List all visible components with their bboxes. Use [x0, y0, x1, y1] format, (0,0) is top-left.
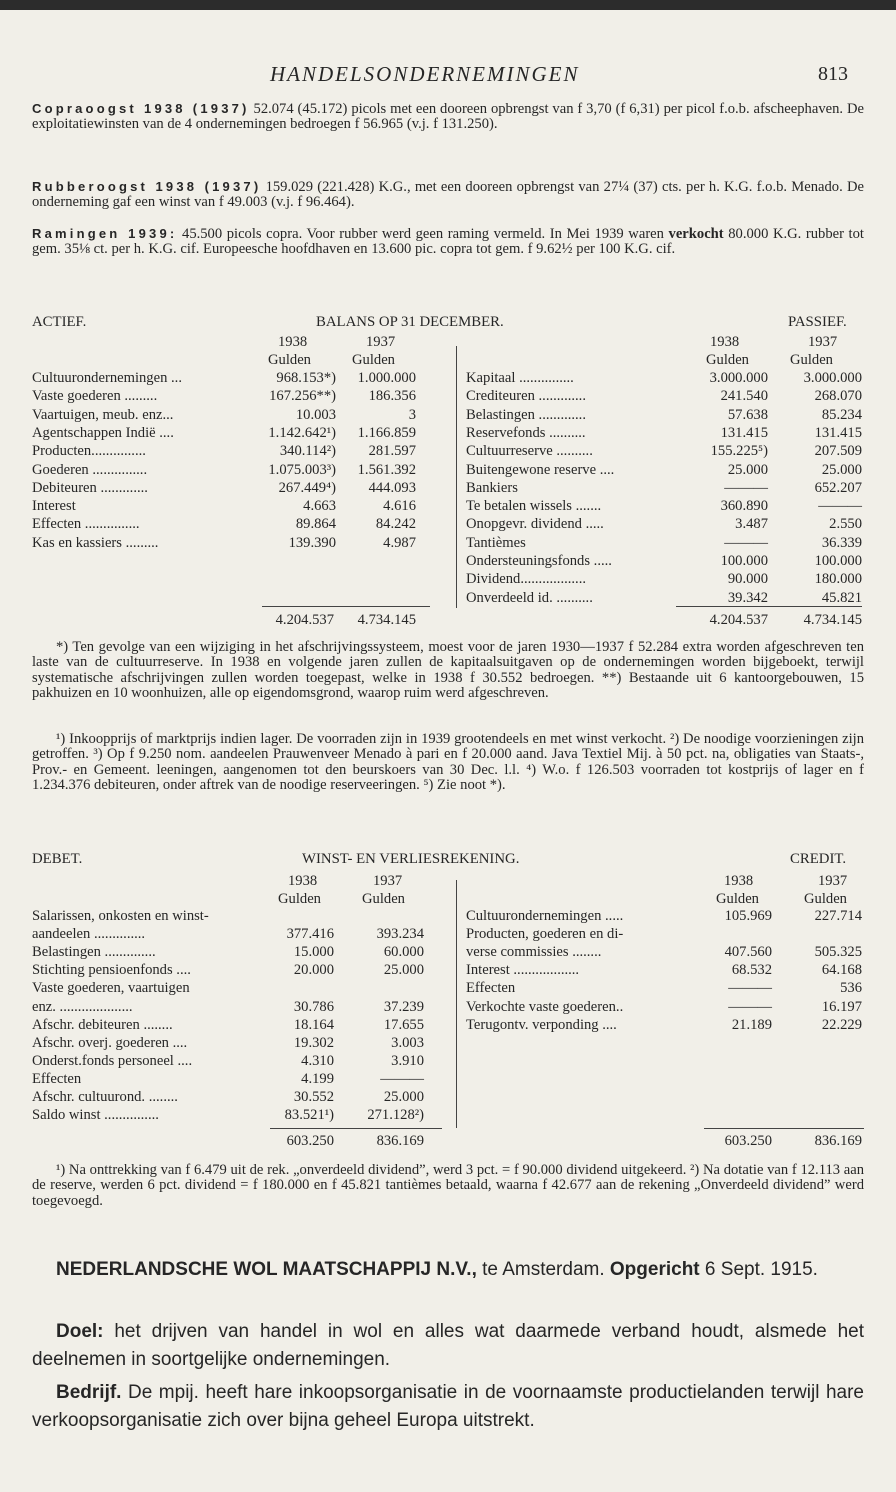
wv-year-d2: 1937: [373, 873, 403, 889]
wv-year-c2: 1937: [818, 873, 848, 889]
passiva-row: [0, 443, 896, 460]
passiva-row-value-1937: 45.821: [821, 589, 862, 606]
total-activa-1937: 4.734.145: [357, 612, 416, 628]
passiva-row: [0, 480, 896, 497]
debet-row-value-1938: 19.302: [293, 1034, 334, 1051]
credit-row-label: verse commissies ........: [466, 944, 602, 961]
passiva-row-value-1938: 90.000: [727, 571, 768, 588]
wv-footnotes: ¹) Na onttrekking van f 6.479 uit de rek. „onverdeeld dividend”, werd 3 pct. = f 90.000 dividend uitgekeerd. ²) Na dotatie van f 12.113 aan de reserve, werden 6 pct. dividend = f 180.000 en f 45.821 tantièmes betaald, waarna f 42.677 aan de rekening „Onverdeeld dividend” werd toegevoegd.: [32, 1162, 864, 1209]
passiva-row: [0, 516, 896, 533]
debet-row: [0, 1107, 896, 1124]
wv-unit-d2: Gulden: [362, 891, 405, 907]
total-debet-1937: 836.169: [376, 1133, 424, 1149]
passiva-row-value-1938: 155.225⁵): [710, 443, 768, 460]
credit-row: [0, 980, 896, 997]
wv-sum-rule-right: [704, 1128, 864, 1129]
debet-row-value-1937: 60.000: [383, 944, 424, 961]
copra-lead: Copraoogst 1938 (1937): [32, 101, 250, 116]
ramingen-paragraph: [32, 226, 864, 258]
total-debet-1938: 603.250: [286, 1133, 334, 1149]
debet-row-value-1937: 37.239: [383, 998, 424, 1015]
total-credit-1938: 603.250: [724, 1133, 772, 1149]
year-col-p2: 1937: [808, 334, 838, 350]
credit-row-label: Effecten: [466, 980, 516, 997]
wv-unit-c2: Gulden: [804, 891, 847, 907]
activa-row-value-1938: 4.663: [303, 498, 336, 515]
total-credit-1937: 836.169: [814, 1133, 862, 1149]
passiva-row: [0, 407, 896, 424]
credit-row: [0, 944, 896, 961]
debet-row-value-1937: 3.910: [391, 1052, 424, 1069]
debet-row-label: Saldo winst ...............: [32, 1107, 159, 1124]
wv-title: WINST- EN VERLIESREKENING.: [302, 851, 520, 867]
year-col-p1: 1938: [710, 334, 740, 350]
rubber-text: 159.029 (221.428) K.G., met een dooreen opbrengst van 27¼ (37) cts. per h. K.G. f.o.b. Menado. De onderneming gaf een winst van f 49.003 (v.j. f 96.464).: [32, 179, 864, 211]
balans-passief-head: PASSIEF.: [788, 314, 847, 330]
wv-year-d1: 1938: [288, 873, 318, 889]
wv-unit-d1: Gulden: [278, 891, 321, 907]
passiva-row-value-1937: 652.207: [814, 479, 862, 496]
credit-row: [0, 962, 896, 979]
passiva-row-value-1938: 131.415: [720, 424, 768, 441]
wol-doel-text: het drijven van handel in wol en alles wat daarmede verband houdt, alsmede het deelnemen in soortgelijke ondernemingen.: [32, 1321, 864, 1370]
wol-bedrijf-text: De mpij. heeft hare inkoopsorganisatie in de voornaamste productielanden terwijl hare verkoopsorganisatie zich over bijna geheel Europa uitstrekt.: [32, 1382, 864, 1431]
passiva-row-label: Tantièmes: [466, 534, 526, 551]
wol-place: te Amsterdam.: [476, 1259, 610, 1280]
debet-row: [0, 1089, 896, 1106]
credit-row-value-1938: 68.532: [731, 962, 772, 979]
debet-row: [0, 1035, 896, 1052]
wv-credit-head: CREDIT.: [790, 851, 847, 867]
balans-sum-rule-right: [676, 606, 862, 607]
wv-units: [0, 891, 896, 908]
activa-row-label: Agentschappen Indië ....: [32, 424, 174, 441]
passiva-row-value-1937: ———: [818, 498, 862, 515]
activa-row-value-1938: 167.256**): [269, 388, 336, 405]
passiva-row: [0, 425, 896, 442]
activa-row-value-1938: 89.864: [295, 516, 336, 533]
passiva-row-value-1937: 2.550: [829, 516, 862, 533]
rubber-paragraph: [32, 179, 864, 211]
debet-row-value-1937: 3.003: [391, 1034, 424, 1051]
passiva-row-label: Kapitaal ...............: [466, 370, 574, 386]
wol-doel-label: Doel:: [56, 1321, 104, 1342]
credit-row-value-1938: 105.969: [724, 908, 772, 924]
passiva-row-value-1937: 36.339: [821, 534, 862, 551]
passiva-row-value-1938: 25.000: [727, 461, 768, 478]
debet-row-value-1937: 271.128²): [367, 1107, 424, 1124]
passiva-row-label: Ondersteuningsfonds .....: [466, 553, 612, 569]
debet-row-value-1938: 4.199: [301, 1070, 334, 1087]
passiva-row-label: Buitengewone reserve ....: [466, 461, 615, 478]
activa-row-value-1937: 444.093: [368, 479, 416, 496]
balans-sum-rule-left: [262, 606, 430, 607]
wv-debet-head: DEBET.: [32, 851, 83, 867]
credit-row-label: Producten, goederen en di-: [466, 926, 624, 943]
activa-row-value-1937: 4.987: [383, 534, 416, 551]
credit-row-label: Interest ..................: [466, 962, 580, 979]
passiva-row-value-1937: 131.415: [814, 424, 862, 441]
total-activa-1938: 4.204.537: [275, 612, 334, 628]
activa-row-label: Goederen ...............: [32, 461, 148, 478]
credit-row-label: Cultuurondernemingen .....: [466, 908, 624, 924]
debet-row-value-1937: 25.000: [383, 1089, 424, 1105]
passiva-row-value-1937: 25.000: [821, 461, 862, 478]
ramingen-verkocht: verkocht: [668, 226, 724, 242]
debet-row-label: Afschr. debiteuren ........: [32, 1016, 173, 1033]
wv-sum-rule-left: [270, 1128, 442, 1129]
activa-row-label: Effecten ...............: [32, 516, 140, 533]
debet-row-label: Belastingen ..............: [32, 944, 156, 961]
activa-row-value-1937: 1.561.392: [357, 461, 416, 478]
passiva-row-label: Crediteuren .............: [466, 388, 586, 405]
year-col-a2: 1937: [366, 334, 396, 350]
debet-row-label: Stichting pensioenfonds ....: [32, 962, 191, 979]
activa-row-label: Kas en kassiers .........: [32, 534, 159, 551]
debet-row-label: Afschr. cultuurond. ........: [32, 1089, 178, 1105]
passiva-row-label: Cultuurreserve ..........: [466, 443, 593, 460]
debet-row-label: Afschr. overj. goederen ....: [32, 1034, 188, 1051]
passiva-row-label: Belastingen .............: [466, 406, 586, 423]
debet-row-value-1938: 15.000: [293, 944, 334, 961]
wol-heading: [32, 1256, 864, 1284]
balans-units: [0, 352, 896, 369]
activa-row-value-1938: 968.153*): [276, 370, 336, 386]
debet-row-value-1938: 83.521¹): [284, 1107, 334, 1124]
ramingen-lead: Ramingen 1939:: [32, 226, 178, 241]
running-head: HANDELSONDERNEMINGEN: [270, 62, 580, 86]
balans-footnote-1: *) Ten gevolge van een wijziging in het afschrijvingssysteem, moest voor de jaren 1930—1937 f 52.284 extra worden afgeschreven ten laste van de cultuurreserve. In 1938 en volgende jaren zullen de kapitaalsuitgaven op de ondernemingen worden bijgeboekt, terwijl systematische afschrijvingen zullen worden toegepast, welke in 1938 f 30.552 bedroegen. **) Bestaande uit 6 kantoorgebouwen, 15 pakhuizen en 10 woonhuizen, alle op eigendomsgrond, waarop ruim werd afgeschreven.: [32, 639, 864, 702]
credit-row: [0, 908, 896, 925]
activa-row-value-1937: 186.356: [368, 388, 416, 405]
balans-actief-head: ACTIEF.: [32, 314, 87, 330]
passiva-row-value-1937: 268.070: [814, 388, 862, 405]
credit-row-value-1938: ———: [728, 998, 772, 1015]
credit-row-value-1937: 505.325: [814, 944, 862, 961]
wv-years: [0, 873, 896, 890]
credit-row-value-1938: 407.560: [724, 944, 772, 961]
activa-row-label: Cultuurondernemingen ...: [32, 370, 182, 386]
credit-row-label: Verkochte vaste goederen..: [466, 998, 624, 1015]
credit-row-value-1938: ———: [728, 980, 772, 997]
passiva-row-value-1938: ———: [724, 479, 768, 496]
passiva-row-value-1938: 3.487: [735, 516, 768, 533]
activa-row-value-1938: 139.390: [288, 534, 336, 551]
credit-row-value-1938: 21.189: [731, 1016, 772, 1033]
activa-row-label: Interest: [32, 498, 76, 515]
activa-row-value-1937: 84.242: [375, 516, 416, 533]
wol-opgericht-label: Opgericht: [609, 1259, 700, 1280]
passiva-row-value-1938: 100.000: [720, 553, 768, 569]
balans-title: BALANS OP 31 DECEMBER.: [316, 314, 504, 330]
ramingen-text-2: 80.000 K.G. rubber tot gem. 35⅛ ct. per h. K.G. cif. Europeesche hoofdhaven en 13.600 pic. copra tot gem. f 9.62½ per 100 K.G. cif.: [32, 226, 864, 258]
wv-unit-c1: Gulden: [716, 891, 759, 907]
debet-row: [0, 1071, 896, 1088]
passiva-row: [0, 535, 896, 552]
passiva-row-value-1937: 3.000.000: [803, 370, 862, 386]
total-passiva-1937: 4.734.145: [803, 612, 862, 628]
passiva-row: [0, 571, 896, 588]
unit-col-p1: Gulden: [706, 352, 749, 368]
activa-row-label: Vaste goederen .........: [32, 388, 158, 405]
debet-row-value-1938: 18.164: [293, 1016, 334, 1033]
debet-row-label: Salarissen, onkosten en winst-: [32, 908, 209, 924]
wol-company-name: NEDERLANDSCHE WOL MAATSCHAPPIJ N.V.,: [56, 1259, 477, 1280]
wol-doel: [32, 1318, 864, 1373]
passiva-row-label: Te betalen wissels .......: [466, 498, 602, 515]
activa-row-value-1937: 3: [408, 406, 416, 423]
total-passiva-1938: 4.204.537: [709, 612, 768, 628]
passiva-row-value-1938: ———: [724, 534, 768, 551]
debet-row-value-1938: 30.786: [293, 998, 334, 1015]
balans-years: [0, 334, 896, 351]
activa-row-value-1938: 10.003: [295, 406, 336, 423]
passiva-row-label: Onverdeeld id. ..........: [466, 589, 593, 606]
wv-year-c1: 1938: [724, 873, 754, 889]
activa-row-value-1937: 1.000.000: [357, 370, 416, 386]
unit-col-p2: Gulden: [790, 352, 833, 368]
scan-top-edge: [0, 0, 896, 10]
unit-col-a1: Gulden: [268, 352, 311, 368]
credit-row: [0, 1017, 896, 1034]
passiva-row-value-1937: 100.000: [814, 553, 862, 569]
debet-row-label: Effecten: [32, 1070, 82, 1087]
activa-row-label: Producten...............: [32, 443, 146, 460]
credit-row-value-1937: 227.714: [814, 908, 862, 924]
passiva-row-value-1938: 360.890: [720, 498, 768, 515]
passiva-row-value-1937: 180.000: [814, 571, 862, 588]
activa-row-value-1937: 1.166.859: [357, 424, 416, 441]
activa-row-value-1937: 4.616: [383, 498, 416, 515]
debet-row-value-1937: 17.655: [383, 1016, 424, 1033]
passiva-row: [0, 590, 896, 607]
passiva-row: [0, 553, 896, 570]
debet-row-label: enz. ....................: [32, 998, 133, 1015]
passiva-row-value-1937: 85.234: [821, 406, 862, 423]
passiva-row-value-1938: 241.540: [720, 388, 768, 405]
copra-paragraph: [32, 101, 864, 133]
wol-bedrijf-label: Bedrijf.: [56, 1382, 122, 1403]
credit-row-value-1937: 22.229: [821, 1016, 862, 1033]
debet-row-value-1937: 393.234: [376, 926, 424, 943]
debet-row-value-1938: 20.000: [293, 962, 334, 979]
passiva-row-label: Dividend..................: [466, 571, 586, 588]
passiva-row: [0, 498, 896, 515]
passiva-row-value-1938: 39.342: [727, 589, 768, 606]
debet-row-label: aandeelen ..............: [32, 926, 146, 943]
debet-row-value-1938: 377.416: [286, 926, 334, 943]
balans-footnote-2: ¹) Inkoopprijs of marktprijs indien lager. De voorraden zijn in 1939 grootendeels en met winst verkocht. ²) De noodige voorzieningen zijn getroffen. ³) Op f 9.250 nom. aandeelen Prauwenveer Menado à pari en f 20.000 aand. Java Textiel Mij. à 50 pct. na, obligaties van Staats-, Prov.- en Gemeent. leeningen, aangenomen tot den beurskoers van 30 Dec. l.l. ⁴) W.o. f 126.503 voorraden tot kostprijs of lager en f 1.234.376 debiteuren, onder aftrek van de noodige reserveeringen. ⁵) Zie noot *).: [32, 731, 864, 794]
debet-row-label: Onderst.fonds personeel ....: [32, 1052, 193, 1069]
credit-row-value-1937: 64.168: [821, 962, 862, 979]
passiva-row-value-1938: 57.638: [727, 406, 768, 423]
credit-row: [0, 926, 896, 943]
copra-text: 52.074 (45.172) picols met een dooreen opbrengst van f 3,70 (f 6,31) per picol f.o.b. afscheephaven. De exploitatiewinsten van de 4 ondernemingen bedroegen f 56.965 (v.j. f 131.250).: [32, 101, 864, 133]
passiva-row-value-1937: 207.509: [814, 443, 862, 460]
wv-totals: [0, 1133, 896, 1150]
unit-col-a2: Gulden: [352, 352, 395, 368]
year-col-a1: 1938: [278, 334, 308, 350]
debet-row-label: Vaste goederen, vaartuigen: [32, 980, 190, 997]
credit-row: [0, 999, 896, 1016]
passiva-row: [0, 388, 896, 405]
credit-row-label: Terugontv. verponding ....: [466, 1016, 617, 1033]
passiva-row-label: Onopgevr. dividend .....: [466, 516, 604, 533]
credit-row-value-1937: 536: [840, 980, 862, 997]
activa-row-value-1937: 281.597: [368, 443, 416, 460]
debet-row-value-1937: ———: [380, 1070, 424, 1087]
rubber-lead: Rubberoogst 1938 (1937): [32, 179, 262, 194]
wol-bedrijf: [32, 1379, 864, 1434]
ramingen-text: 45.500 picols copra. Voor rubber werd geen raming vermeld. In Mei 1939 waren: [182, 226, 669, 242]
activa-row-value-1938: 340.114²): [279, 443, 336, 460]
passiva-row-label: Bankiers: [466, 479, 518, 496]
passiva-row: [0, 462, 896, 479]
activa-row-label: Debiteuren .............: [32, 479, 148, 496]
debet-row-value-1938: 30.552: [293, 1089, 334, 1105]
debet-row: [0, 1053, 896, 1070]
balans-totals: [0, 612, 896, 629]
activa-row-label: Vaartuigen, meub. enz...: [32, 406, 174, 423]
debet-row-value-1937: 25.000: [383, 962, 424, 979]
wol-opgericht-date: 6 Sept. 1915.: [699, 1259, 818, 1280]
page-number: 813: [818, 63, 848, 85]
credit-row-value-1937: 16.197: [821, 998, 862, 1015]
activa-row-value-1938: 1.142.642¹): [268, 424, 336, 441]
passiva-row-label: Reservefonds ..........: [466, 424, 586, 441]
activa-row-value-1938: 267.449⁴): [278, 479, 336, 496]
activa-row-value-1938: 1.075.003³): [268, 461, 336, 478]
debet-row-value-1938: 4.310: [301, 1052, 334, 1069]
passiva-row: [0, 370, 896, 387]
passiva-row-value-1938: 3.000.000: [709, 370, 768, 386]
